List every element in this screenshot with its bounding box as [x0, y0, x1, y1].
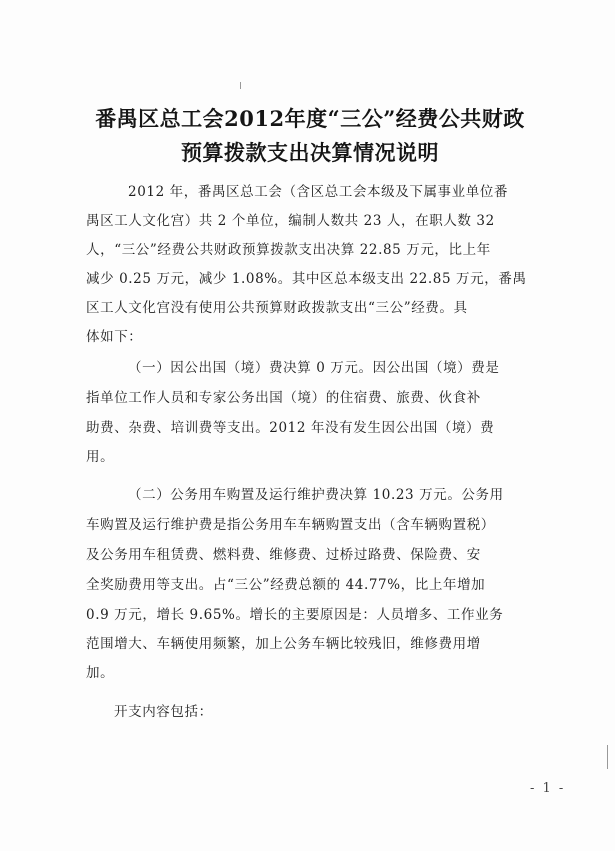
paragraph-line: 区工人文化宫没有使用公共预算财政拨款支出“三公”经费。具	[86, 300, 468, 316]
paragraph-line: 用。	[86, 449, 115, 465]
document-title-line-1: 番禺区总工会2012年度“三公”经费公共财政	[95, 106, 525, 131]
paragraph-line: （二）公务用车购置及运行维护费决算 10.23 万元。公务用	[128, 487, 504, 503]
scan-mark	[240, 82, 241, 89]
paragraph-line: 2012 年，番禺区总工会（含区总工会本级及下属事业单位番	[128, 184, 509, 200]
paragraph-line: 指单位工作人员和专家公务出国（境）的住宿费、旅费、伙食补	[86, 390, 481, 406]
page-number: - 1 -	[530, 781, 566, 796]
scan-mark	[607, 745, 608, 769]
paragraph-line: 助费、杂费、培训费等支出。2012 年没有发生因公出国（境）费	[86, 420, 495, 436]
paragraph-line: 0.9 万元，增长 9.65%。增长的主要原因是：人员增多、工作业务	[86, 607, 504, 623]
paragraph-line: 体如下：	[86, 329, 143, 345]
paragraph-line: （一）因公出国（境）费决算 0 万元。因公出国（境）费是	[128, 360, 500, 376]
paragraph-line: 及公务用车租赁费、燃料费、维修费、过桥过路费、保险费、安	[86, 547, 481, 563]
paragraph-line: 禺区工人文化宫）共 2 个单位，编制人数共 23 人，在职人数 32	[86, 213, 495, 229]
closing-line: 开支内容包括：	[114, 704, 213, 720]
paragraph-line: 减少 0.25 万元，减少 1.08%。其中区总本级支出 22.85 万元，番禺	[86, 271, 527, 287]
paragraph-line: 车购置及运行维护费是指公务用车车辆购置支出（含车辆购置税）	[86, 517, 495, 533]
paragraph-line: 人，“三公”经费公共财政预算拨款支出决算 22.85 万元，比上年	[86, 242, 491, 258]
paragraph-line: 全奖励费用等支出。占“三公”经费总额的 44.77%，比上年增加	[86, 577, 486, 593]
paragraph-line: 加。	[86, 665, 115, 681]
paragraph-line: 范围增大、车辆使用频繁，加上公务车辆比较残旧，维修费用增	[86, 636, 481, 652]
document-title-line-2: 预算拨款支出决算情况说明	[181, 140, 439, 165]
